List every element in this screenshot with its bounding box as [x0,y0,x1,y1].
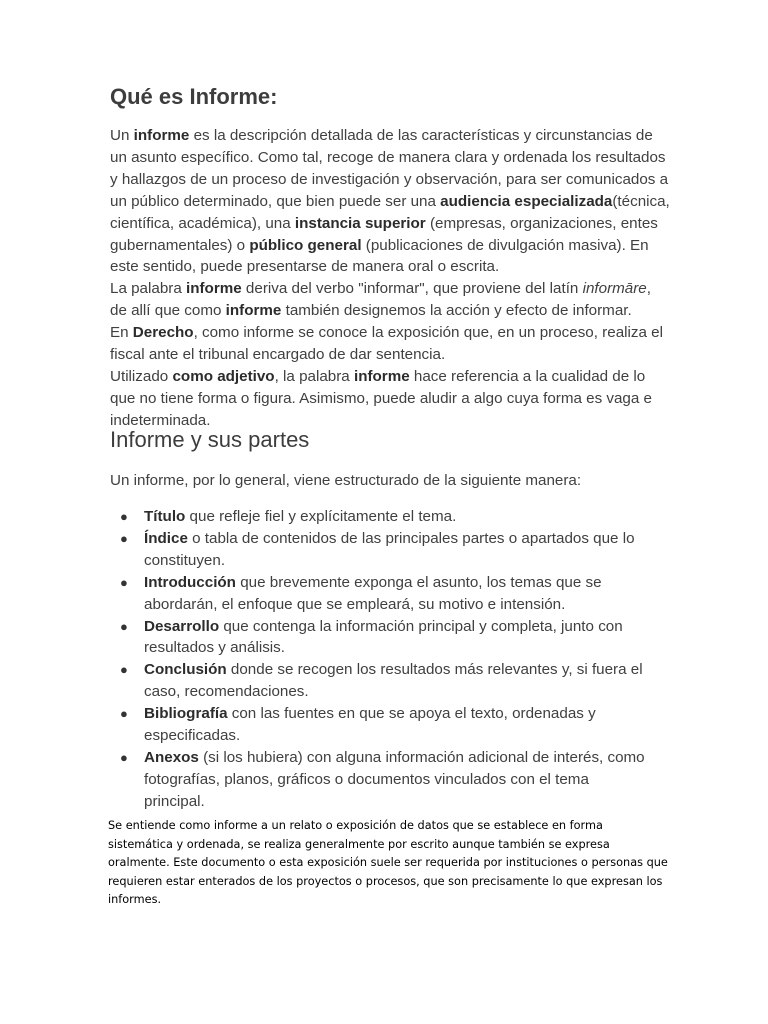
list-item-term: Introducción [144,573,236,591]
bullet-icon: ● [120,530,128,546]
parts-list [110,506,650,813]
list-item-desc: donde se recogen los resultados más relevantes y, si fuera el caso, recomendaciones. [144,661,643,701]
list-item [110,528,650,572]
bold-term: informe [186,280,242,298]
bullet-icon: ● [120,574,128,590]
list-item-desc: o tabla de contenidos de las principales partes o apartados que lo constituyen. [144,529,635,569]
bold-term: audiencia especializada [440,192,613,210]
list-item-desc: que brevemente exponga el asunto, los temas que se abordarán, el enfoque que se empleará, su motivo e intensión. [144,573,602,613]
bold-term: Derecho [132,324,194,342]
paragraph-etymology [110,278,670,322]
list-item-term: Índice [144,529,188,547]
list-item [110,747,650,813]
text-run: (técnica, científica, académica), una [110,192,670,232]
list-item [110,659,650,703]
list-item-term: Conclusión [144,661,227,679]
bold-term: informe [225,302,282,320]
list-item-term: Bibliografía [144,705,228,723]
section-title-informe-y-sus-partes: Informe y sus partes [110,427,310,452]
text-run: también designemos la acción y efecto de informar. [281,302,632,320]
list-item-term: Anexos [144,748,199,766]
list-item-term: Título [144,508,186,525]
paragraph-definition [110,125,670,278]
list-item-desc: (si los hubiera) con alguna información adicional de interés, como fotografías, planos, gráficos o documentos vinculados con el tema principal. [144,748,645,810]
text-run: hace referencia a la cualidad de lo que no tiene forma o figura. Asimismo, puede aludir a algo cuya forma es vaga e indeterminada. [110,367,652,429]
text-run: En [110,324,133,342]
bold-term: público general [249,236,362,254]
bullet-icon: ● [120,662,128,678]
text-run: , la palabra [274,367,354,385]
bold-term: informe [133,127,190,144]
list-item [110,572,650,616]
section2-intro: Un informe, por lo general, viene estructurado de la siguiente manera: [110,472,582,489]
paragraph-adjetivo [110,366,670,432]
list-item-desc: que contenga la información principal y completa, junto con resultados y análisis. [144,617,623,657]
list-item [110,703,650,747]
closing-paragraph: Se entiende como informe a un relato o exposición de datos que se establece en forma sistemática y ordenada, se realiza generalmente por escrito aunque también se expresa oralmente. Este documento o esta exposición suele ser requerida por instituciones o personas que requieren estar enterados de los proyectos o procesos, que son precisamente lo que expresan los informes. [108,819,668,907]
section1-body [110,125,670,432]
bullet-icon: ● [120,618,128,634]
text-run: Un [110,127,134,144]
text-run: , como informe se conoce la exposición que, en un proceso, realiza el fiscal ante el tribunal encargado de dar sentencia. [110,324,663,364]
list-item [110,506,650,528]
bold-term: como adjetivo [172,367,275,385]
bullet-icon: ● [120,749,128,765]
bullet-icon: ● [120,509,128,524]
text-run: es la descripción detallada de las características y circunstancias de un asunto específico. Como tal, recoge de manera clara y ordenada los resultados y hallazgos de un proceso de investigación y observación, para ser comunicados a un público determinado, que bien puede ser una [110,127,669,210]
text-run: deriva del verbo "informar", que proviene del latín [241,280,583,298]
bold-term: informe [353,367,410,385]
text-run: (empresas, organizaciones, entes gubernamentales) o [110,214,658,254]
italic-term: informāre [582,280,647,298]
paragraph-derecho [110,322,670,366]
list-item-term: Desarrollo [144,617,220,635]
list-item-desc: que refleje fiel y explícitamente el tema. [185,508,457,525]
text-run: La palabra [110,280,186,298]
text-run: , de allí que como [110,280,651,320]
section-title-que-es-informe: Qué es Informe: [110,84,278,109]
text-run: (publicaciones de divulgación masiva). En este sentido, puede presentarse de manera oral o escrita. [110,236,649,276]
list-item [110,616,650,660]
bullet-icon: ● [120,706,128,722]
bold-term: instancia superior [294,214,426,232]
list-item-desc: con las fuentes en que se apoya el texto, ordenadas y especificadas. [144,705,596,745]
text-run: Utilizado [110,367,173,385]
